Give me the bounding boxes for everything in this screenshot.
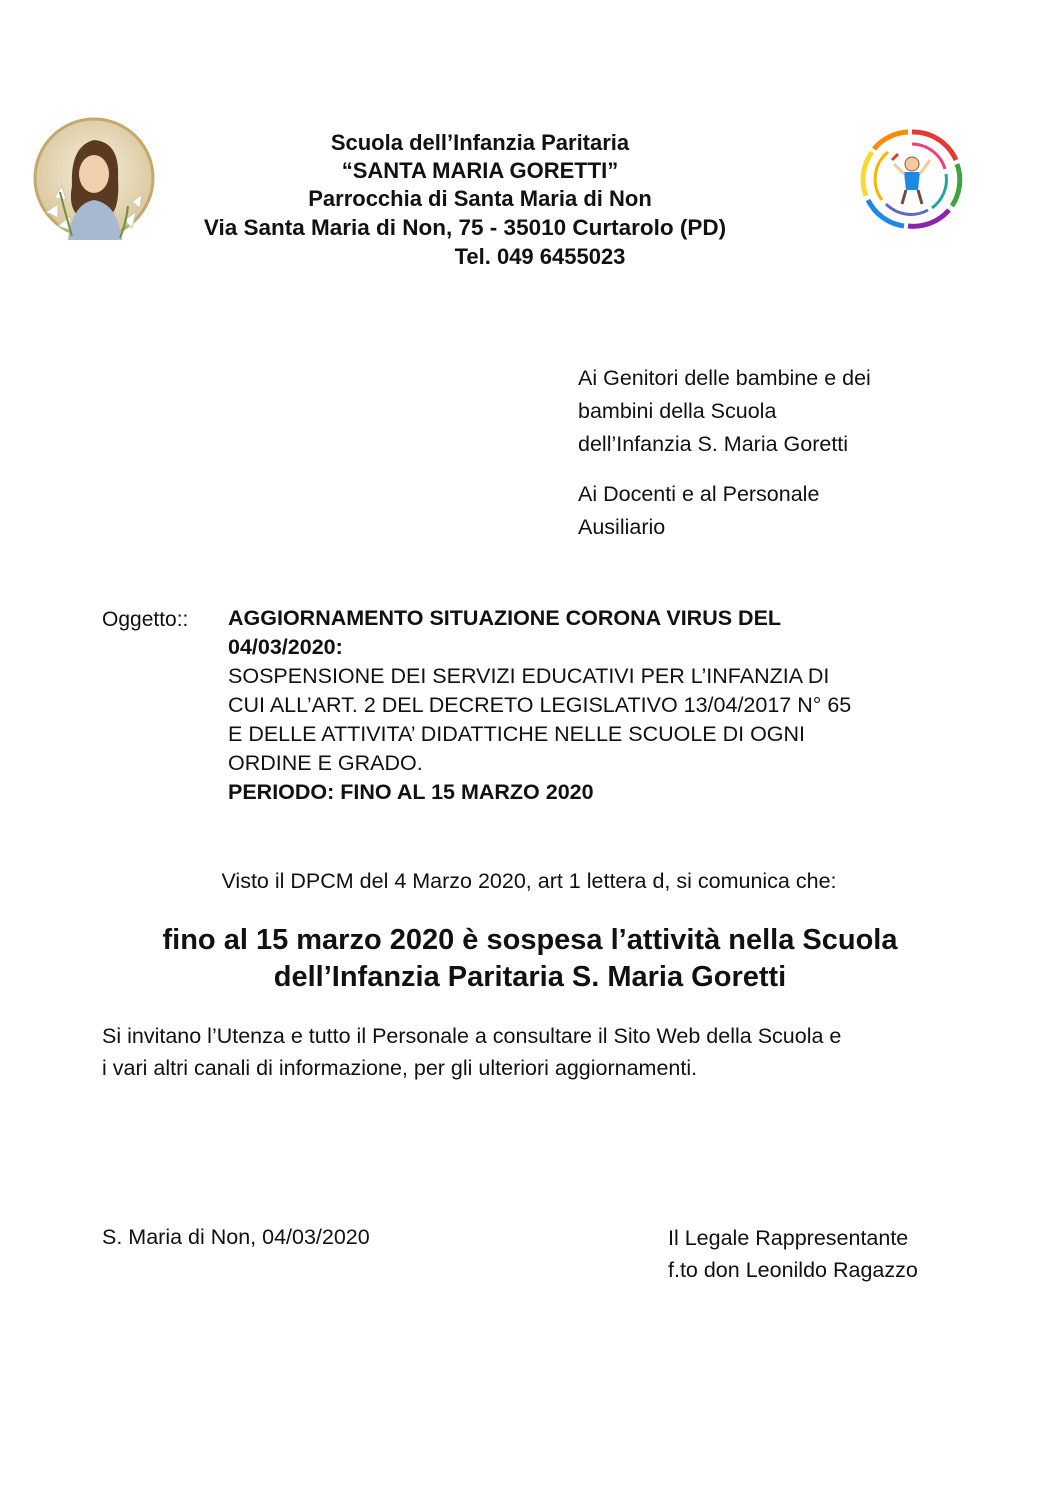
invitation-line: Si invitano l’Utenza e tutto il Personale a consultare il Sito Web della Scuola e — [102, 1024, 842, 1048]
saint-portrait-icon — [32, 116, 156, 240]
announcement — [60, 922, 1000, 996]
recipients-parents — [578, 362, 998, 461]
subject-period: PERIODO: FINO AL 15 MARZO 2020 — [228, 780, 594, 804]
subject-text-line: CUI ALL’ART. 2 DEL DECRETO LEGISLATIVO 13/04/2017 N° 65 — [228, 693, 852, 717]
subject-title-line: 04/03/2020: — [228, 635, 343, 659]
place-date: S. Maria di Non, 04/03/2020 — [102, 1225, 370, 1249]
subject-label: Oggetto:: — [102, 608, 189, 631]
recipients-staff — [578, 478, 998, 544]
recipient-line: dell’Infanzia S. Maria Goretti — [578, 432, 849, 456]
signer-role: Il Legale Rappresentante — [668, 1226, 909, 1250]
school-name: Scuola dell’Infanzia Paritaria — [330, 130, 630, 155]
recipient-line: Ai Docenti e al Personale — [578, 482, 820, 506]
subject-text-line: ORDINE E GRADO. — [228, 751, 423, 775]
school-address: Via Santa Maria di Non, 75 - 35010 Curtarolo (PD) — [203, 215, 727, 240]
announcement-line: dell’Infanzia Paritaria S. Maria Goretti — [273, 961, 787, 993]
school-colorful-ring-logo-icon — [852, 124, 972, 234]
recipient-line: Ausiliario — [578, 515, 666, 539]
legal-reference: Visto il DPCM del 4 Marzo 2020, art 1 lettera d, si comunica che: — [221, 869, 837, 893]
school-phone: Tel. 049 6455023 — [454, 244, 626, 269]
invitation-line: i vari altri canali di informazione, per gli ulteriori aggiornamenti. — [102, 1056, 698, 1080]
announcement-line: fino al 15 marzo 2020 è sospesa l’attività nella Scuola — [162, 924, 898, 956]
recipient-line: Ai Genitori delle bambine e dei — [578, 366, 871, 390]
signature-block — [668, 1222, 918, 1286]
subject-text-line: SOSPENSIONE DEI SERVIZI EDUCATIVI PER L’INFANZIA DI — [228, 664, 830, 688]
parish-name: Parrocchia di Santa Maria di Non — [308, 186, 652, 211]
subject-title-line: AGGIORNAMENTO SITUAZIONE CORONA VIRUS DEL — [228, 606, 782, 630]
subject-text-line: E DELLE ATTIVITA’ DIDATTICHE NELLE SCUOLE DI OGNI — [228, 722, 806, 746]
subject-body — [228, 604, 988, 807]
invitation-paragraph — [102, 1020, 982, 1084]
signer-name: f.to don Leonildo Ragazzo — [668, 1258, 918, 1282]
school-title: “SANTA MARIA GORETTI” — [341, 158, 619, 183]
recipient-line: bambini della Scuola — [578, 399, 777, 423]
